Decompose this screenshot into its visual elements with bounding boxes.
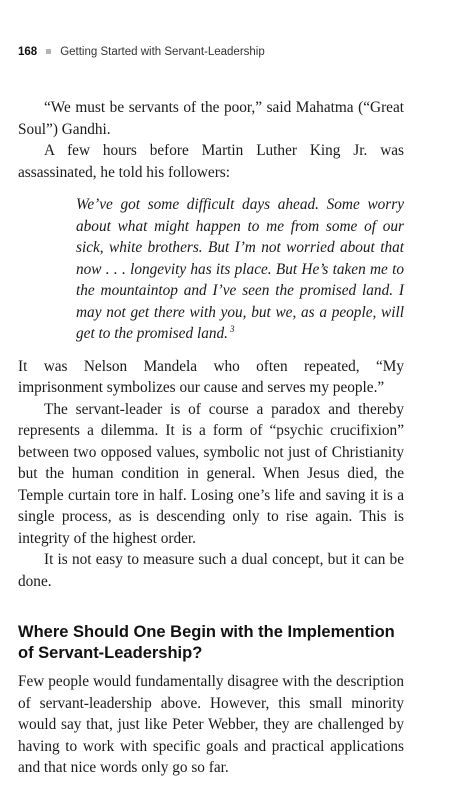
section-heading: Where Should One Begin with the Implemention of Servant-Leadership? bbox=[18, 623, 395, 662]
paragraph-paradox: The servant-leader is of course a paradox and thereby represents a dilemma. It is a form of “psychic crucifixion” between two opposed values, symbolic not just of Christianity but the human condition in general. When Jesus died, the Temple curtain tore in half. Losing one’s life and saving it is a single process, as is descending only to rise again. This is integrity of the highest order. bbox=[18, 400, 404, 547]
paragraph-king-intro: A few hours before Martin Luther King Jr. was assassinated, he told his followers: bbox=[18, 142, 404, 181]
paragraph-gandhi: “We must be servants of the poor,” said Mahatma (“Great Soul”) Gandhi. bbox=[18, 99, 404, 138]
running-head bbox=[18, 44, 418, 60]
paragraph-section-intro: Few people would fundamentally disagree with the description of servant-leadership above. However, this small minority would say that, just like Peter Webber, they are challenged by having to work with specific goals and practical applications and that nice words only go so far. bbox=[18, 673, 404, 776]
quote-text: We’ve got some difficult days ahead. Some worry about what might happen to me from some of our sick, white brothers. But I’m not worried about that now . . . longevity has its place. But He’s taken me to the mountaintop and I’ve seen the promised land. I may not get there with you, but we, as a people, will get to the promised land. bbox=[76, 196, 404, 342]
king-block-quote bbox=[76, 194, 404, 345]
footnote-marker: 3 bbox=[229, 323, 235, 334]
running-title: Getting Started with Servant-Leadership bbox=[60, 46, 265, 58]
paragraph-mandela: It was Nelson Mandela who often repeated, “My imprisonment symbolizes our cause and serves my people.” bbox=[18, 357, 404, 396]
page-number: 168 bbox=[18, 46, 38, 58]
body-text bbox=[18, 97, 404, 779]
paragraph-measure: It is not easy to measure such a dual concept, but it can be done. bbox=[18, 551, 404, 590]
separator-square-icon bbox=[46, 49, 51, 54]
